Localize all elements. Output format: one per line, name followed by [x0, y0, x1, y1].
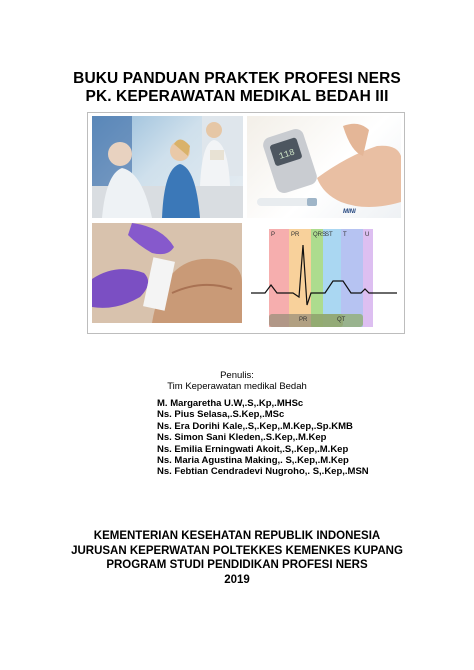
author-name: Ns. Maria Agustina Making,. S,.Kep,.M.Kep: [157, 455, 349, 467]
title-line-2: PK. KEPERAWATAN MEDIKAL BEDAH III: [85, 88, 389, 105]
author-name: Ns. Pius Selasa,.S.Kep,.MSc: [157, 409, 285, 421]
ecg-segment-label: P: [271, 232, 276, 238]
author-list: [157, 398, 369, 478]
glucometer-brand-label: MINI: [343, 209, 356, 215]
author-name: Ns. Simon Sani Kleden,.S.Kep,.M.Kep: [157, 432, 327, 444]
cover-image-collage: [87, 112, 405, 334]
institution-footer: [0, 529, 474, 587]
ecg-segment-label: QRS: [313, 232, 327, 238]
ecg-diagram: [247, 223, 401, 331]
ecg-segment-label: U: [365, 232, 370, 238]
book-title: [0, 70, 474, 106]
author-name: M. Margaretha U.W,.S,.Kp,.MHSc: [157, 398, 304, 409]
svg-text:118: 118: [277, 147, 297, 162]
ecg-segment-label: ST: [325, 232, 333, 238]
ecg-segment-band: [311, 229, 323, 327]
nurse-patient-photo: [92, 116, 243, 218]
author-name: Ns. Era Dorihi Kale,.S,.Kep,.M.Kep,.Sp.KMB: [157, 420, 353, 432]
ministry-name: KEMENTERIAN KESEHATAN REPUBLIK INDONESIA: [93, 530, 381, 542]
writers-team: Tim Keperawatan medikal Bedah: [167, 381, 307, 392]
ecg-segment-band: [323, 229, 341, 327]
ecg-segment-band: [363, 229, 373, 327]
glucometer-photo: [247, 116, 401, 218]
author-name: Ns. Febtian Cendradevi Nugroho,. S,.Kep,.MSN: [157, 466, 369, 478]
publication-year: 2019: [224, 573, 250, 586]
ecg-segment-band: [341, 229, 363, 327]
ecg-segment-band: [269, 229, 289, 327]
program-name: PROGRAM STUDI PENDIDIKAN PROFESI NERS: [106, 559, 368, 571]
ecg-segment-label: PR: [291, 232, 300, 238]
interval-label-qt: QT: [337, 317, 346, 323]
interval-label-pr: PR: [299, 317, 308, 323]
writers-label: Penulis:: [220, 370, 254, 381]
department-name: JURUSAN KEPERWATAN POLTEKKES KEMENKES KUPANG: [71, 544, 403, 557]
title-line-1: BUKU PANDUAN PRAKTEK PROFESI NERS: [73, 70, 401, 87]
foot-care-photo: [92, 223, 242, 323]
author-name: Ns. Emilia Erningwati Akoit,.S,.Kep,.M.Kep: [157, 443, 349, 455]
ecg-segment-label: T: [343, 232, 347, 238]
